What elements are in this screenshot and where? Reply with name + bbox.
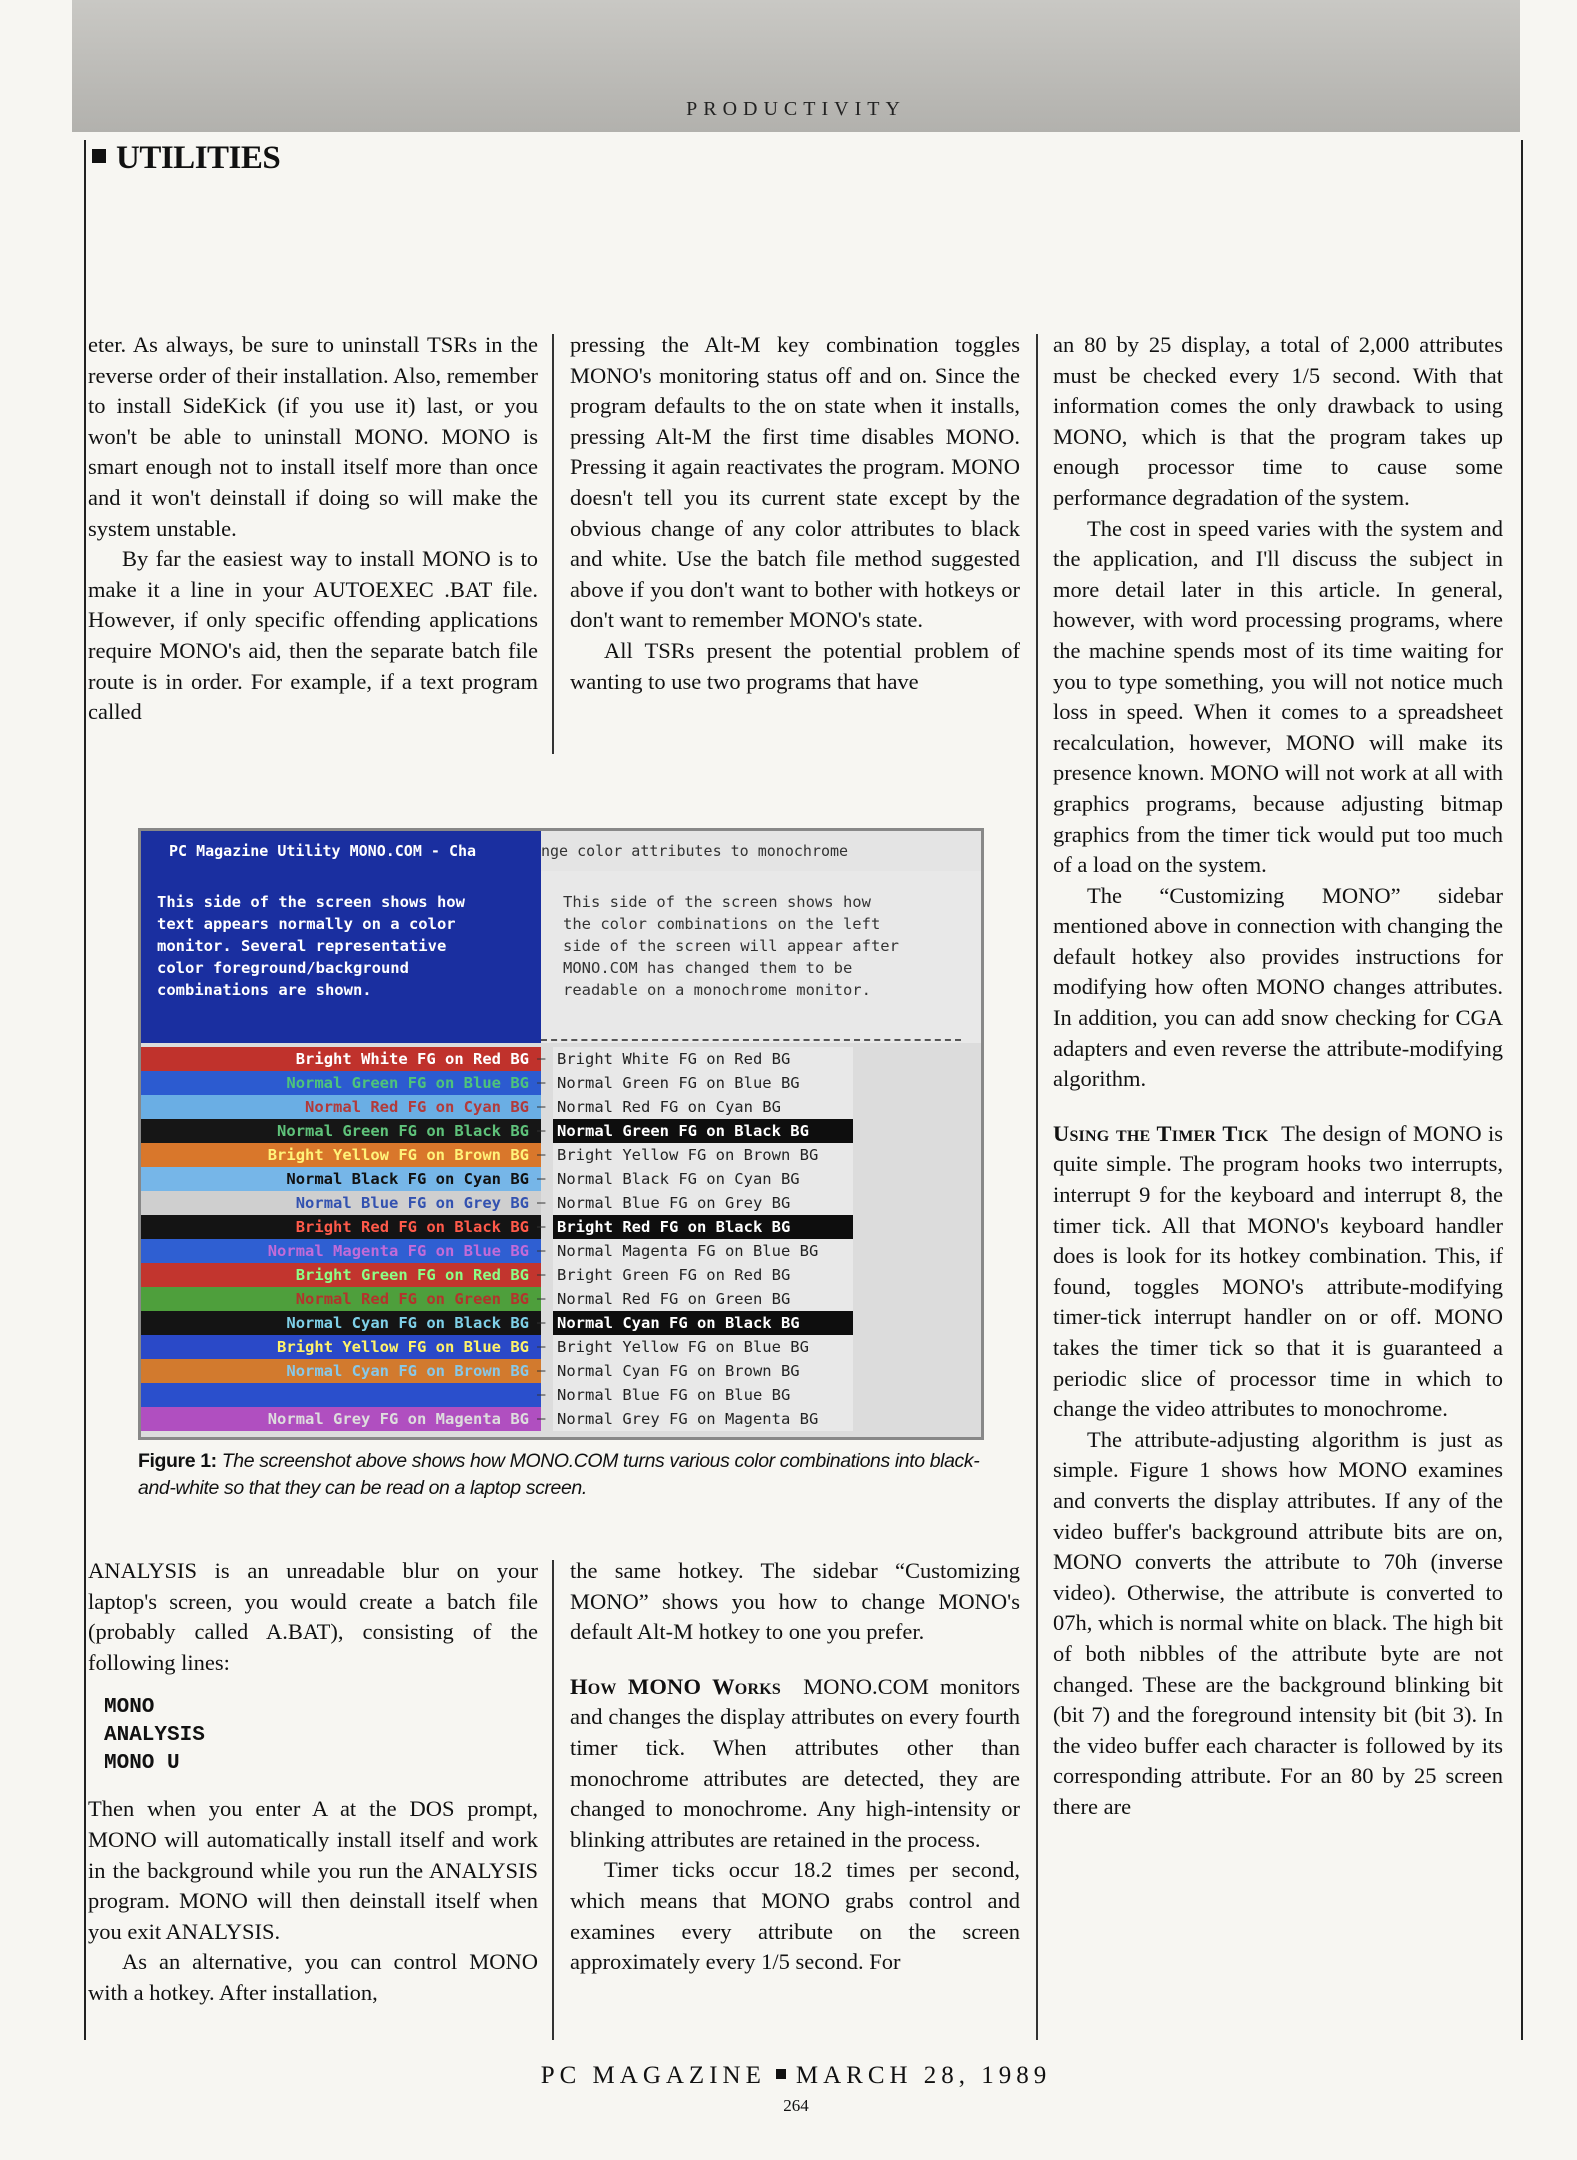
figure-label: Figure 1: xyxy=(138,1450,217,1472)
figure-row xyxy=(141,1383,981,1407)
paragraph-text: MONO.COM monitors and changes the display attributes on every fourth timer tick. When attributes other than monochrome attributes are detected, they are changed to monochrome. Any high-intensity or blinking attributes are retained in the process. xyxy=(570,1673,1021,1852)
color-sample: Normal Green FG on Blue BG xyxy=(141,1071,541,1095)
color-sample: Normal Cyan FG on Brown BG xyxy=(141,1359,541,1383)
figure-row xyxy=(141,1263,981,1287)
row-connector: — xyxy=(537,1387,546,1403)
desc-line: This side of the screen shows how xyxy=(563,893,871,911)
square-bullet-icon xyxy=(92,149,106,163)
row-connector: — xyxy=(537,1195,546,1211)
color-sample: Normal Red FG on Cyan BG xyxy=(141,1095,541,1119)
mono-sample: Normal Red FG on Green BG xyxy=(553,1287,853,1311)
figure-row xyxy=(141,1143,981,1167)
row-connector: — xyxy=(537,1339,546,1355)
footer-masthead xyxy=(72,2062,1520,2090)
figure-row xyxy=(141,1191,981,1215)
figure-row xyxy=(141,1335,981,1359)
row-connector: — xyxy=(537,1363,546,1379)
left-border-rule xyxy=(84,140,86,2040)
mono-sample: Bright Yellow FG on Blue BG xyxy=(553,1335,853,1359)
paragraph: As an alternative, you can control MONO with a hotkey. After installation, xyxy=(88,1949,538,2005)
color-sample: Bright Red FG on Black BG xyxy=(141,1215,541,1239)
row-connector: — xyxy=(537,1075,546,1091)
color-sample: Bright Yellow FG on Brown BG xyxy=(141,1143,541,1167)
column-3 xyxy=(1053,330,1503,1823)
desc-line: monitor. Several representative xyxy=(157,937,447,955)
mono-sample: Normal Blue FG on Blue BG xyxy=(553,1383,853,1407)
column-2-top xyxy=(570,330,1020,697)
paragraph: By far the easiest way to install MONO is to make it a line in your AUTOEXEC .BAT file. However, if only specific offending applications require MONO's aid, then the separate batch file route is in order. For example, if a text program called xyxy=(88,546,538,725)
department-kicker: PRODUCTIVITY xyxy=(686,98,906,120)
column-divider xyxy=(552,1560,554,2040)
desc-line: This side of the screen shows how xyxy=(157,893,465,911)
square-bullet-icon xyxy=(776,2069,786,2079)
column-divider xyxy=(1036,334,1038,2040)
subhead: Using the Timer Tick xyxy=(1053,1120,1269,1146)
paragraph xyxy=(1053,1119,1503,1425)
row-connector: — xyxy=(537,1051,546,1067)
section-title: UTILITIES xyxy=(116,140,281,176)
figure-dashed-divider xyxy=(541,1039,961,1041)
paragraph: The cost in speed varies with the system and the application, and I'll discuss the subject in more detail later in this article. In general, however, with word processing programs, where the machine spends most of its time waiting for you to type something, you will not notice much loss in speed. When it comes to a spreadsheet recalculation, however, MONO will make its presence known. MONO will not work at all with graphics programs, because adjusting bitmap graphics from the timer tick would put too much of a load on the system. xyxy=(1053,515,1503,878)
row-connector: — xyxy=(537,1147,546,1163)
paragraph: pressing the Alt-M key combination toggles MONO's monitoring status off and on. Since the program defaults to the on state when it installs, pressing Alt-M the first time disables MONO. Pressing it again reactivates the program. MONO doesn't tell you its current state except by the obvious change of any color attributes to black and white. Use the batch file method suggested above if you don't want to bother with hotkeys or don't want to remember MONO's state. xyxy=(570,332,1020,633)
figure-title-color: PC Magazine Utility MONO.COM - Cha xyxy=(141,831,541,871)
figure-title-mono: nge color attributes to monochrome xyxy=(541,831,981,871)
mono-sample: Bright White FG on Red BG xyxy=(553,1047,853,1071)
code-block xyxy=(104,1694,538,1778)
figure-row xyxy=(141,1215,981,1239)
figure-row xyxy=(141,1095,981,1119)
subhead: How MONO Works xyxy=(570,1673,781,1699)
color-sample: Bright White FG on Red BG xyxy=(141,1047,541,1071)
column-1-top xyxy=(88,330,538,728)
paragraph xyxy=(570,1672,1020,1856)
mono-sample: Normal Cyan FG on Brown BG xyxy=(553,1359,853,1383)
code-line: ANALYSIS xyxy=(104,1724,205,1748)
paragraph: eter. As always, be sure to uninstall TSRs in the reverse order of their installation. Also, remember to install SideKick (if you use it) last, or you won't be able to uninstall MONO. MONO is smart enough not to install itself more than once and it won't deinstall if doing so will make the system unstable. xyxy=(88,332,538,541)
mono-sample: Bright Yellow FG on Brown BG xyxy=(553,1143,853,1167)
row-connector: — xyxy=(537,1243,546,1259)
paragraph: Then when you enter A at the DOS prompt, MONO will automatically install itself and work in the background while you run the ANALYSIS program. MONO will then deinstall itself when you exit ANALYSIS. xyxy=(88,1796,538,1944)
page-number: 264 xyxy=(783,2096,809,2115)
desc-line: text appears normally on a color xyxy=(157,915,456,933)
color-sample: Bright Yellow FG on Blue BG xyxy=(141,1335,541,1359)
mono-sample: Normal Cyan FG on Black BG xyxy=(553,1311,853,1335)
desc-line: the color combinations on the left xyxy=(563,915,881,933)
figure-row xyxy=(141,1407,981,1431)
column-1-bottom xyxy=(88,1556,538,2009)
color-sample: Normal Grey FG on Magenta BG xyxy=(141,1407,541,1431)
paragraph-text: The design of MONO is quite simple. The program hooks two interrupts, interrupt 9 for the keyboard and interrupt 8, the timer tick. All that MONO's keyboard handler does is look for its hotkey combination. This, if found, toggles MONO's attribute-modifying timer-tick interrupt handler on or off. MONO takes the timer tick so that it is guaranteed a periodic slice of processor time in which to change the video attributes to monochrome. xyxy=(1053,1120,1504,1422)
mono-sample: Normal Green FG on Black BG xyxy=(553,1119,853,1143)
mono-sample: Bright Green FG on Red BG xyxy=(553,1263,853,1287)
color-sample: Normal Cyan FG on Black BG xyxy=(141,1311,541,1335)
figure-row xyxy=(141,1047,981,1071)
mono-sample: Bright Red FG on Black BG xyxy=(553,1215,853,1239)
color-sample: Normal Blue FG on Grey BG xyxy=(141,1191,541,1215)
color-sample: Bright Green FG on Red BG xyxy=(141,1263,541,1287)
figure-row xyxy=(141,1359,981,1383)
issue-date: MARCH 28, 1989 xyxy=(795,2062,1052,2089)
paragraph: Timer ticks occur 18.2 times per second, which means that MONO grabs control and examines every attribute on the screen approximately every 1/5 second. For xyxy=(570,1857,1020,1975)
row-connector: — xyxy=(537,1291,546,1307)
code-line: MONO U xyxy=(104,1752,180,1776)
caption-text: The screenshot above shows how MONO.COM turns various color combinations into black-and-white so that they can be read on a laptop screen. xyxy=(138,1450,980,1499)
mono-sample: Normal Magenta FG on Blue BG xyxy=(553,1239,853,1263)
color-sample: Normal Green FG on Black BG xyxy=(141,1119,541,1143)
figure-titlebar xyxy=(141,831,981,871)
figure-row xyxy=(141,1287,981,1311)
desc-line: combinations are shown. xyxy=(157,981,372,999)
desc-line: MONO.COM has changed them to be xyxy=(563,959,853,977)
figure-row xyxy=(141,1311,981,1335)
magazine-name: PC MAGAZINE xyxy=(540,2062,766,2089)
figure-description-color xyxy=(141,871,541,1043)
column-2-bottom xyxy=(570,1556,1020,1978)
mono-sample: Normal Black FG on Cyan BG xyxy=(553,1167,853,1191)
paragraph: ANALYSIS is an unreadable blur on your laptop's screen, you would create a batch file (probably called A.BAT), consisting of the following lines: xyxy=(88,1558,538,1675)
figure-row xyxy=(141,1071,981,1095)
row-connector: — xyxy=(537,1171,546,1187)
row-connector: — xyxy=(537,1219,546,1235)
color-sample: Normal Magenta FG on Blue BG xyxy=(141,1239,541,1263)
paragraph: the same hotkey. The sidebar “Customizing MONO” shows you how to change MONO's default Alt-M hotkey to one you prefer. xyxy=(570,1558,1020,1645)
mono-sample: Normal Red FG on Cyan BG xyxy=(553,1095,853,1119)
figure-description-mono xyxy=(541,871,981,1043)
desc-line: side of the screen will appear after xyxy=(563,937,899,955)
right-border-rule xyxy=(1521,140,1523,2040)
paragraph: an 80 by 25 display, a total of 2,000 attributes must be checked every 1/5 second. With that information comes the only drawback to using MONO, which is that the program takes up enough processor time to cause some performance degradation of the system. xyxy=(1053,332,1503,510)
paragraph: All TSRs present the potential problem of wanting to use two programs that have xyxy=(570,637,1020,694)
row-connector: — xyxy=(537,1123,546,1139)
mono-sample: Normal Grey FG on Magenta BG xyxy=(553,1407,853,1431)
row-connector: — xyxy=(537,1315,546,1331)
row-connector: — xyxy=(537,1411,546,1427)
desc-line: readable on a monochrome monitor. xyxy=(563,981,871,999)
figure-caption xyxy=(138,1448,988,1502)
section-label xyxy=(92,140,280,177)
row-connector: — xyxy=(537,1099,546,1115)
code-line: MONO xyxy=(104,1696,155,1720)
figure-row xyxy=(141,1167,981,1191)
color-sample: Normal Red FG on Green BG xyxy=(141,1287,541,1311)
figure-screenshot xyxy=(138,828,984,1440)
column-divider xyxy=(552,334,554,754)
paragraph: The “Customizing MONO” sidebar mentioned above in connection with changing the default hotkey also provides instructions for modifying how often MONO changes attributes. In addition, you can add snow checking for CGA adapters and even reverse the attribute-modifying algorithm. xyxy=(1053,882,1503,1092)
color-sample: Normal Black FG on Cyan BG xyxy=(141,1167,541,1191)
desc-line: color foreground/background xyxy=(157,959,409,977)
row-connector: — xyxy=(537,1267,546,1283)
mono-sample: Normal Blue FG on Grey BG xyxy=(553,1191,853,1215)
mono-sample: Normal Green FG on Blue BG xyxy=(553,1071,853,1095)
color-sample xyxy=(141,1383,541,1407)
figure-row xyxy=(141,1239,981,1263)
figure-row xyxy=(141,1119,981,1143)
paragraph: The attribute-adjusting algorithm is just as simple. Figure 1 shows how MONO examines and converts the display attributes. If any of the video buffer's background attribute bits are on, MONO converts the attribute to 70h (inverse video). Otherwise, the attribute is converted to 07h, which is normal white on black. The high bit of both nibbles of the attribute byte are not changed. These are the background blinking bit (bit 7) and the foreground intensity bit (bit 3). In the video buffer each character is followed by its corresponding attribute. For an 80 by 25 screen there are xyxy=(1053,1426,1503,1819)
